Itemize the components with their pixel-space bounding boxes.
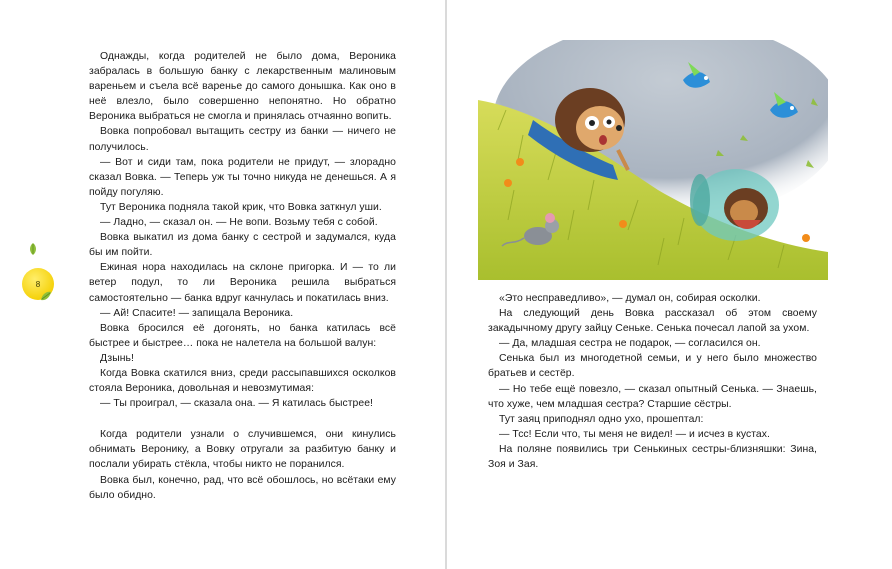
- paragraph: — Но тебе ещё повезло, — сказал опытный Сенька. — Знаешь, что хуже, чем младшая сестра? Старшие сёстры.: [488, 383, 817, 410]
- left-page-text: [89, 49, 396, 503]
- paragraph: — Ладно, — сказал он. — Не вопи. Возьму тебя с собой.: [100, 217, 378, 229]
- paragraph: На следующий день Вовка рассказал об этом своему закадычному другу зайцу Сеньке. Сенька почесал лапой за ухом.: [488, 308, 817, 335]
- paragraph: Ежиная нора находилась на склоне пригорка. И — то ли ветер подул, то ли Вероника решила выбраться самостоятельно — банка вдруг качнулась и покатилась вниз.: [89, 262, 396, 304]
- paragraph: — Вот и сиди там, пока родители не придут, — злорадно сказал Вовка. — Теперь уж ты точно никуда не денешься. А я пойду погуляю.: [89, 156, 396, 198]
- paragraph-gap: [89, 411, 396, 427]
- paragraph: Дзынь!: [100, 352, 134, 364]
- paragraph: — Ай! Спасите! — запищала Вероника.: [100, 307, 294, 319]
- paragraph: — Тсс! Если что, ты меня не видел! — и исчез в кустах.: [499, 428, 770, 440]
- story-illustration: [478, 40, 828, 280]
- paragraph: Тут Вероника подняла такой крик, что Вовка заткнул уши.: [100, 201, 382, 213]
- paragraph: — Ты проиграл, — сказала она. — Я катилась быстрее!: [100, 398, 373, 410]
- paragraph: — Да, младшая сестра не подарок, — согласился он.: [499, 338, 761, 350]
- paragraph: На поляне появились три Сенькиных сестры-близняшки: Зина, Зоя и Зая.: [488, 443, 817, 471]
- paragraph: Вовка выкатил из дома банку с сестрой и задумался, куда бы им пойти.: [89, 232, 396, 259]
- right-page-text: [488, 291, 817, 472]
- leaf-icon: [40, 290, 52, 302]
- paragraph: Вовка был, конечно, рад, что всё обошлось, но всётаки ему было обидно.: [89, 474, 396, 501]
- paragraph: Тут заяц приподнял одно ухо, прошептал:: [499, 413, 704, 425]
- paragraph: Сенька был из многодетной семьи, и у него было множество братьев и сестёр.: [488, 353, 817, 380]
- paragraph: «Это несправедливо», — думал он, собирая осколки.: [499, 293, 761, 304]
- paragraph: Однажды, когда родителей не было дома, Вероника забралась в большую банку с лекарственным малиновым вареньем и съела всё варенье до самого донышка. Как оно в неё влезло, было совершенно непонятно. Но обратно Вероника выбраться не смогла и принялась отчаянно вопить.: [89, 51, 396, 123]
- leaf-icon: [27, 242, 39, 256]
- paragraph: Когда родители узнали о случившемся, они кинулись обнимать Веронику, а Вовку отругали за разбитую банку и послали убирать стёкла, чтобы никто не поранился.: [89, 429, 396, 471]
- paragraph: Вовка попробовал вытащить сестру из банки — ничего не получилось.: [89, 126, 396, 153]
- paragraph: Вовка бросился её догонять, но банка катилась всё быстрее и быстрее… пока не налетела на большой валун:: [89, 322, 396, 349]
- paragraph: Когда Вовка скатился вниз, среди рассыпавшихся осколков стояла Вероника, довольная и невозмутимая:: [89, 367, 396, 395]
- page-number: 8: [22, 268, 54, 300]
